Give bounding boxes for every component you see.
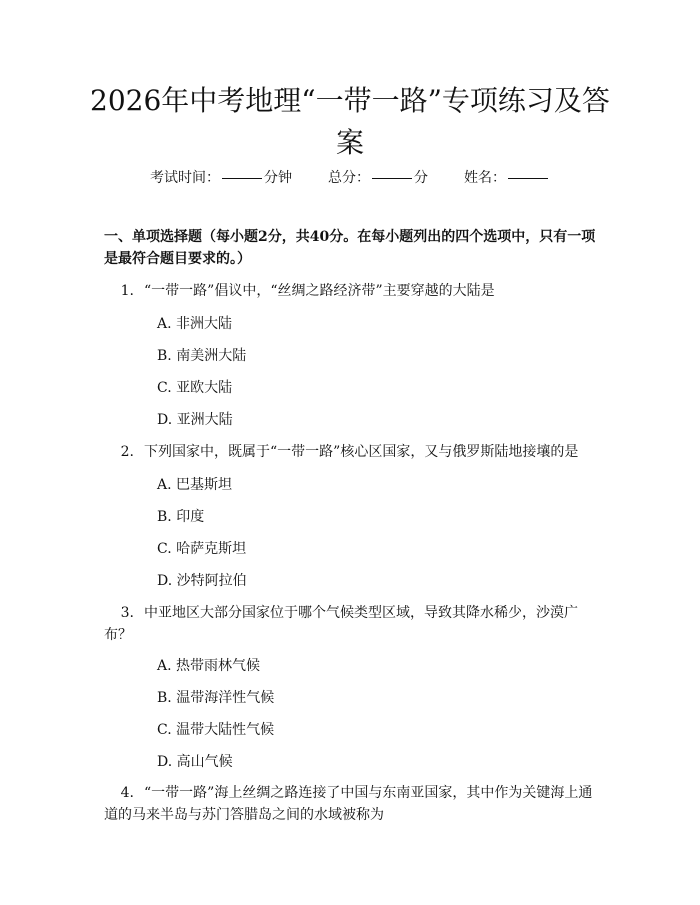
name-label: 姓名： [464,170,506,186]
score-field [328,167,428,187]
score-blank [372,178,412,179]
question-number: 1. [120,283,134,299]
exam-meta [0,167,700,187]
question-3-option-a: A. 热带雨林气候 [157,658,261,674]
question-text: 下列国家中，既属于“一带一路”核心区国家，又与俄罗斯陆地接壤的是 [144,444,579,460]
time-blank [222,178,262,179]
question-4 [104,782,602,826]
question-2-option-d: D. 沙特阿拉伯 [157,573,247,589]
time-unit: 分钟 [264,170,292,186]
question-1-option-c: C. 亚欧大陆 [157,380,233,396]
section-heading: 一、单项选择题（每小题2分，共40分。在每小题列出的四个选项中，只有一项是最符合题目要求的。） [104,229,596,267]
question-1-option-b: B. 南美洲大陆 [157,348,247,364]
question-number: 4. [120,785,134,801]
name-blank [508,178,548,179]
question-1-option-d: D. 亚洲大陆 [157,412,233,428]
question-number: 3. [120,605,134,621]
question-1 [112,280,592,302]
question-1-option-a: A. 非洲大陆 [157,316,233,332]
name-field [464,167,550,187]
page-title: 2026年中考地理“一带一路”专项练习及答案 [90,84,610,159]
question-3-option-b: B. 温带海洋性气候 [157,690,275,706]
score-label: 总分： [328,170,370,186]
question-2-option-a: A. 巴基斯坦 [157,477,233,493]
question-text: “一带一路”海上丝绸之路连接了中国与东南亚国家，其中作为关键海上通道的马来半岛与苏门答腊岛之间的水域被称为 [104,785,593,823]
question-number: 2. [120,444,134,460]
time-label: 考试时间： [150,170,220,186]
question-2-option-b: B. 印度 [157,509,205,525]
question-2-option-c: C. 哈萨克斯坦 [157,541,247,557]
score-unit: 分 [414,170,428,186]
time-field [150,167,292,187]
question-3 [104,602,594,646]
question-3-option-c: C. 温带大陆性气候 [157,722,275,738]
question-2 [112,441,602,463]
question-text: “一带一路”倡议中，“丝绸之路经济带”主要穿越的大陆是 [144,283,495,299]
question-text: 中亚地区大部分国家位于哪个气候类型区域，导致其降水稀少，沙漠广布？ [104,605,578,643]
question-3-option-d: D. 高山气候 [157,754,233,770]
